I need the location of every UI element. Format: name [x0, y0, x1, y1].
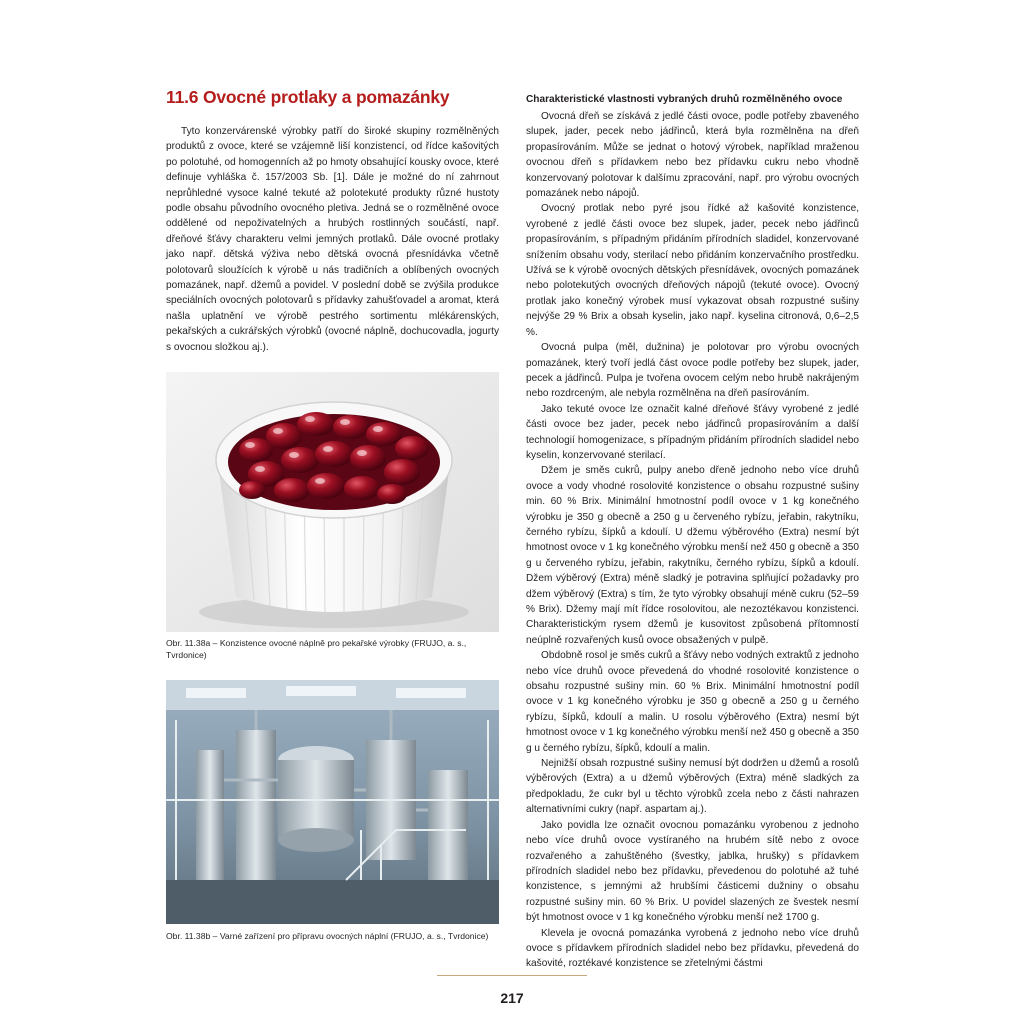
figure-fruit-filling-photo	[166, 372, 499, 632]
paragraph-fruit-puree: Ovocná dřeň se získává z jedlé části ovoce, podle potřeby zbaveného slupek, jader, pecek nebo jádřinců, která byla rozmělněna na dřeň propasírováním. Může se jednat o hotový výrobek, například mraženou ovocnou dřeň s přídavkem nebo bez přídavku cukru nebo vhodně konzervovaný polotovar k dalšímu zpracování, např. pro výrobu ovocných pomazánek nebo nápojů.	[526, 111, 859, 200]
page-number: 217	[500, 990, 524, 1006]
paragraph-klevela: Klevela je ovocná pomazánka vyrobená z jednoho nebo více druhů ovoce s přídavkem přírodních sladidel nebo bez přídavku, převedená do kašovité, roztékavé konzistence se zřetelnými částmi	[526, 927, 859, 970]
paragraph-fruit-pulp: Ovocná pulpa (měl, dužnina) je polotovar pro výrobu ovocných pomazánek, který tvoří jedlá část ovoce podle potřeby bez slupek, jader, pecek a jádřinců. Pulpa je tvořena ovocem celým nebo hrubě nakrájeným nebo rozdrceným, ale nebyla rozmělněna na dřeň pasírováním.	[526, 342, 859, 400]
figure-caption-1: Obr. 11.38a – Konzistence ovocné náplně pro pekařské výrobky (FRUJO, a. s., Tvrdonice)	[166, 638, 467, 661]
figure-cooking-equipment-photo	[166, 680, 499, 924]
paragraph-fruit-paste: Ovocný protlak nebo pyré jsou řídké až kašovité konzistence, vyrobené z jedlé části ovoce bez slupek, jader, pecek nebo jádřinců propasírováním, s případným přidáním přírodních sladidel, konzervované snížením obsahu vody, sterilací nebo přidáním konzervačního prostředku. Užívá se k výrobě ovocných dětských přesnídávek, ovocných pomazánek nebo polotekutých ovocných dřeňových nápojů (tekuté ovoce). Ovocný protlak jako konečný výrobek musí vykazovat obsah rozpustné sušiny nejvýše 29 % Brix a obsah kyselin, jako např. kyselina citronová, 0,6–2,5 %.	[526, 203, 859, 338]
paragraph-povidla: Jako povidla lze označit ovocnou pomazánku vyrobenou z jednoho nebo více druhů ovoce vystíraného na hrubém sítě nebo z ovoce rozvařeného a zahuštěného (švestky, jablka, hrušky) s přídavkem přírodních sladidel nebo bez přídavku, převedenou do polotuhé až tuhé konzistence, s jemnými až hrubšími částicemi dužniny o obsahu rozpustné sušiny min. 60 % Brix. U povidel slazených ze švestek nesmí být hmotnost ovoce v 1 kg konečného výrobku menší než 1700 g.	[526, 819, 859, 924]
section-title: 11.6 Ovocné protlaky a pomazánky	[166, 87, 450, 107]
footer-divider	[437, 975, 587, 976]
cooking-plant-image	[166, 680, 499, 924]
subheading: Charakteristické vlastnosti vybraných druhů rozmělněného ovoce	[526, 94, 843, 105]
figure-caption-2: Obr. 11.38b – Varné zařízení pro přípravu ovocných náplní (FRUJO, a. s., Tvrdonice)	[166, 931, 489, 941]
left-column	[166, 86, 499, 355]
paragraph-jelly: Obdobně rosol je směs cukrů a šťávy nebo vodných extraktů z jednoho nebo více druhů ovoce převedená do vhodné rosolovité konzistence o obsahu rozpustné sušiny min. 60 % Brix. Minimální hmotnostní podíl ovoce v 1 kg konečného výrobku je 350 g obecně a 250 g u černého rybízu, šípků, kdoulí a malin. U rosolu výběrového (Extra) nesmí být hmotnost ovoce v 1 kg konečného výrobku menší než 450 g obecně a 350 g u černého rybízu, šípků, kdoulí a malin.	[526, 650, 859, 754]
paragraph-dry-matter: Nejnižší obsah rozpustné sušiny nemusí být dodržen u džemů a rosolů výběrových (Extra) a u džemů výběrových (Extra) méně sladkých za předpokladu, že cukr byl u těchto výrobků zcela nebo z části nahrazen alternativními cukry (např. aspartam aj.).	[526, 758, 859, 816]
paragraph-liquid-fruit: Jako tekuté ovoce lze označit kalné dřeňové šťávy vyrobené z jedlé části ovoce bez jader, pecek nebo jádřinců propasírováním a další technologií homogenizace, s případným přidáním přírodních sladidel nebo kyselin, konzervované sterilací.	[526, 403, 859, 461]
ramekin-cherries-image	[166, 372, 499, 632]
intro-paragraph: Tyto konzervárenské výrobky patří do široké skupiny rozmělněných produktů z ovoce, které se vzájemně liší konzistencí, od řídce kašovitých po polotuhé, od homogenních až po hmoty obsahující kousky ovoce, které definuje vyhláška č. 157/2003 Sb. [1]. Dále je možné do ní zahrnout neprůhledné vysoce kalné tekuté až polotekuté produkty různé hustoty podle obsahu původního ovocného pletiva. Jedná se o rozmělněné ovoce oddělené od nepoživatelných a hrubých rostlinných součástí, např. dřeňové šťávy charakteru velmi jemných protlaků. Dále ovocné protlaky jako např. dětská výživa nebo dětská ovocná přesnídávka včetně polotovarů sloužících k výrobě u nás tradičních a oblíbených ovocných pomazánek, např. džemů a povidel. V poslední době se zvýšila produkce speciálních ovocných polotovarů s přídavky zahušťovadel a aromat, která našla uplatnění ve výrobě pestrého sortimentu mlékárenských, pekařských a cukrářských výrobků (ovocné náplně, dochucovadla, jogurty s ovocnou složkou aj.).	[166, 126, 499, 353]
right-column	[526, 93, 859, 972]
paragraph-jam: Džem je směs cukrů, pulpy anebo dřeně jednoho nebo více druhů ovoce a vody vhodné rosolovité konzistence o obsahu rozpustné sušiny min. 60 % Brix. Minimální hmotnostní podíl ovoce v 1 kg konečného výrobku je 350 g obecně a 250 g u červeného rybízu, jeřabin, rakytníku, černého rybízu, šípků a kdoulí. U džemu výběrového (Extra) nesmí být hmotnost ovoce v 1 kg konečného výrobku menší než 450 g obecně a 350 g u červeného rybízu, jeřabin, rakytníku, černého rybízu, šípků a kdoulí. Džem výběrový (Extra) méně sladký je potravina splňující požadavky pro džem výběrový (Extra) s tím, že tyto výrobky obsahují méně cukru (52–59 % Brix). Džemy mají mít řídce rosolovitou, ale nezoztékavou konzistenci. Charakteristickým rysem džemů je kusovitost způsobená přítomností neúplně rozvařených kusů ovoce obsažených v pulpě.	[526, 465, 859, 646]
